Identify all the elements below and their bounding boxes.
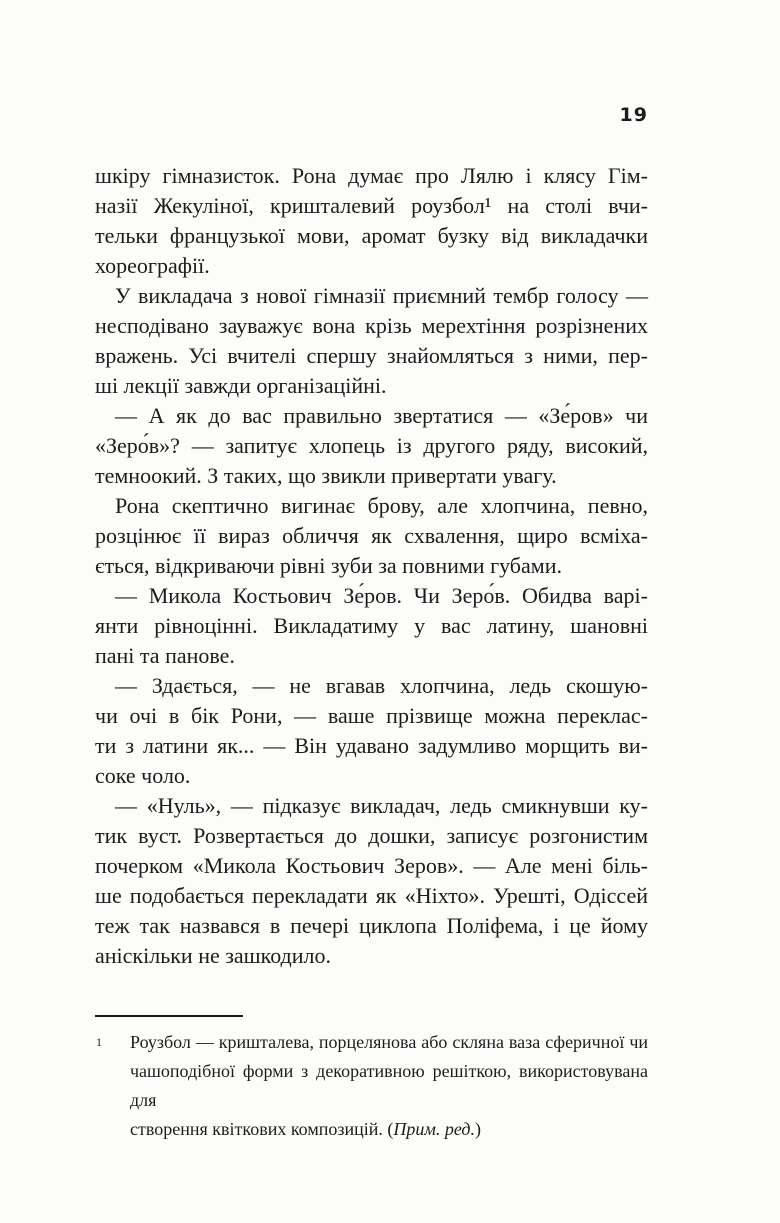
body-line: соке чоло. [95, 763, 191, 788]
body-line: — «Нуль», — підказує викладач, ледь смикнувши ку- [115, 793, 648, 818]
body-line: шкіру гімназисток. Рона думає про Лялю і клясу Гім- [95, 163, 648, 188]
body-line: хореографії. [95, 253, 210, 278]
footnote-text: створення квіткових композицій. ( [130, 1119, 394, 1139]
footnote-separator [95, 1015, 243, 1017]
body-line: назії Жекуліної, кришталевий роузбол¹ на столі вчи- [95, 193, 648, 218]
body-line: теж так назвався в печері циклопа Поліфема, і це йому [95, 913, 648, 938]
body-line: розцінює її вираз обличчя як схвалення, щиро всміха- [95, 523, 648, 548]
footnote-line: чашоподібної форми з декоративною решіткою, використовувана для [130, 1061, 648, 1110]
text-block [95, 161, 648, 971]
footnote-body [95, 1028, 648, 1144]
body-line: почерком «Микола Костьович Зеров». — Але мені біль- [95, 853, 648, 878]
body-line: чи очі в бік Рони, — ваше прізвище можна переклас- [95, 703, 648, 728]
footnote-marker: 1 [96, 1035, 102, 1049]
footnote-text: ) [475, 1119, 481, 1139]
body-line: тик вуст. Розвертається до дошки, записує розгонистим [95, 823, 648, 848]
footnote [95, 1015, 648, 1144]
body-line: ше подобається перекладати як «Ніхто». Урешті, Одіссей [95, 883, 648, 908]
body-line: тельки французької мови, аромат бузку від викладачки [95, 223, 648, 248]
body-line: пані та панове. [95, 643, 235, 668]
body-line: ші лекції завжди організаційні. [95, 373, 387, 398]
body-line: — А як до вас правильно звертатися — «Зе́ров» чи [115, 403, 648, 428]
body-line: ти з латини як... — Він удавано задумливо морщить ви- [95, 733, 648, 758]
body-line: темноокий. З таких, що звикли привертати увагу. [95, 463, 557, 488]
body-line: Рона скептично вигинає брову, але хлопчина, певно, [115, 493, 648, 518]
body-line: У викладача з нової гімназії приємний тембр голосу — [115, 283, 648, 308]
body-line: ється, відкриваючи рівні зуби за повними губами. [95, 553, 562, 578]
footnote-editor-note: Прим. ред. [393, 1119, 475, 1139]
body-line: «Зеро́в»? — запитує хлопець із другого ряду, високий, [95, 433, 648, 458]
body-line: — Микола Костьович Зе́ров. Чи Зеро́в. Обидва варі- [115, 583, 648, 608]
body-line: — Здається, — не вгавав хлопчина, ледь скошую- [115, 673, 648, 698]
body-line: несподівано зауважує вона крізь мерехтіння розрізнених [95, 313, 648, 338]
body-line: вражень. Усі вчителі спершу знайомляться з ними, пер- [95, 343, 648, 368]
page-number: 19 [619, 104, 648, 126]
footnote-line: Роузбол — кришталева, порцелянова або скляна ваза сферичної чи [130, 1032, 648, 1052]
body-line: аніскільки не зашкодило. [95, 943, 332, 968]
footnote-line [130, 1115, 648, 1144]
body-line: янти рівноцінні. Викладатиму у вас латину, шановні [95, 613, 648, 638]
